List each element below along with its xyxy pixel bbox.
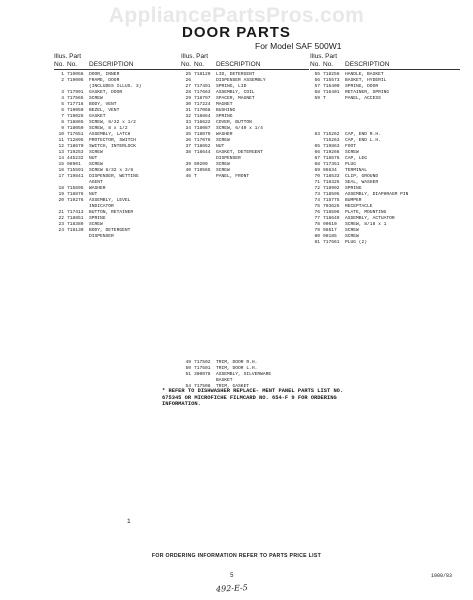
illus-number: 27 [185,84,191,89]
illus-number: 79 [314,228,320,233]
illus-number: 5 [61,102,64,107]
partno-header: No. [194,61,205,68]
part-number: 90610 [323,222,337,227]
part-description: SCREW [216,162,230,167]
page-number: 5 [230,572,234,579]
part-number: T [194,174,197,179]
part-number [194,432,216,438]
part-description: ASSEMBLY, LEVEL [89,198,131,203]
part-description: DISPENSER [216,156,241,161]
illus-number: 3 [61,90,64,95]
parts-rows [181,360,309,390]
illus-number: 4 [61,96,64,101]
part-number: 717413 [67,210,84,215]
illus-number: 22 [58,216,64,221]
part-number: 719253 [67,150,84,155]
part-number: 718644 [194,150,211,155]
part-description: FOOT [345,144,357,149]
illus-number: 35 [185,132,191,137]
illus-part-label: Illus. Part [54,53,82,60]
part-number: 98185 [323,234,337,239]
part-number: 717508 [194,384,211,389]
part-number: 715262 [323,132,340,137]
part-number: 718533 [323,174,340,179]
part-description: SCREW [345,150,359,155]
illus-number: 17 [58,174,64,179]
part-description: DISPENSER [89,234,114,239]
part-description: TRIM, DOOR L.H. [216,366,258,371]
part-description: DISPENSER ASSEMBLY [216,78,266,83]
part-number: 718576 [323,156,340,161]
part-description: SCREW [216,168,230,173]
part-description: HANDLE, BASKET [345,72,384,77]
part-description: TERMINAL [345,168,368,173]
illus-number: 46 [185,174,191,179]
no-header: No. [310,61,321,68]
part-description: SPRING [216,114,233,119]
part-number: 718670 [67,144,84,149]
part-number: 445232 [67,156,84,161]
part-description: GASKET, DETERGENT [216,150,263,155]
part-number: 717502 [194,360,211,365]
illus-number: 66 [314,150,320,155]
illus-number: 72 [314,186,320,191]
part-description: NUT [89,192,98,197]
illus-number: 34 [185,126,191,131]
part-description: CLIP, GROUND [345,174,379,179]
part-description: SCREW [216,138,230,143]
part-number: 717351 [323,162,340,167]
part-description: TRIM, GASKET [216,384,250,389]
illus-part-label: Illus. Part [310,53,338,60]
part-description: AGENT [89,180,103,185]
part-number: 715775 [323,198,340,203]
part-description: ASSEMBLY, DIAPHRAGM PIN [345,192,409,197]
part-description: SCREW 8/32 x 3/8 [89,168,134,173]
part-description: SCREW, 8/18 x 1 [345,222,387,227]
part-number: 716401 [323,90,340,95]
illus-number: 36 [185,138,191,143]
illus-number: 70 [314,174,320,179]
illus-number: 12 [58,144,64,149]
part-description: PLATE, MOUNTING [345,210,387,215]
illus-number: 26 [185,78,191,83]
parts-row [310,240,460,246]
part-description: BUTTON, RETAINER [89,210,134,215]
part-description: DOOR, INNER [89,72,120,77]
part-description: WASHER [89,186,106,191]
part-description: SCREW, 6/40 x 1/4 [216,126,263,131]
part-description: DISPENSER, WETTING [89,174,139,179]
part-number [67,234,89,240]
part-description: PROTECTOR, SWITCH [89,138,136,143]
part-number: 96634 [323,168,337,173]
part-description: SCREW [89,150,103,155]
part-description: PANEL, FRONT [216,174,250,179]
part-description: SPRING, LID [216,84,247,89]
watermark: AppliancePartsPros.com [108,4,365,27]
illus-number: 76 [314,210,320,215]
illus-number: 28 [185,90,191,95]
part-number: 717076 [194,138,211,143]
part-number: 718797 [194,96,211,101]
column-header [310,53,460,70]
illus-number: 40 [185,168,191,173]
part-description: SCREW [89,222,103,227]
part-description: PLUG [345,162,357,167]
part-number: 717501 [194,366,211,371]
part-description: SCREW [345,234,359,239]
part-number: 719025 [67,114,84,119]
ordering-note: * REFER TO DISHWASHER REPLACE- MENT PANEL PARTS LIST NO. 675345 OR MICROFICHE FILMCARD NO. 654-F 9 FOR ORDERING INFORMATION. [162,388,344,408]
part-number: 717991 [67,90,84,95]
part-description: ASSEMBLY, ACTUATOR [345,216,395,221]
illus-number: 7 [61,114,64,119]
illus-number: 16 [58,168,64,173]
part-description: SPRING [345,186,362,191]
illus-number: 10 [58,132,64,137]
illus-number: 11 [58,138,64,143]
part-description: INDICATOR [89,204,114,209]
part-number: 717651 [67,132,84,137]
part-number: 98617 [323,228,337,233]
part-number: 718595 [323,192,340,197]
part-number: 719056 [67,72,84,77]
illus-number: 57 [314,84,320,89]
part-description: SEAL, WASHER [345,180,379,185]
part-number: 718864 [194,114,211,119]
illus-number: 50 [185,366,191,371]
illus-number: 81 [314,240,320,245]
part-description: FRAME, DOOR [89,78,120,83]
part-number: 719276 [67,198,84,203]
illus-number: 56 [314,78,320,83]
illus-number: 37 [185,144,191,149]
illus-number: 49 [185,360,191,365]
illus-number: 23 [58,222,64,227]
part-number: 719050 [67,108,84,113]
part-description: SCREW [89,96,103,101]
part-number: 719841 [67,174,84,179]
part-number: 718876 [67,192,84,197]
illus-number: 38 [185,150,191,155]
part-number: 99209 [194,162,208,167]
part-number: 718992 [323,186,340,191]
no-header: No. [181,61,192,68]
illus-number: 68 [314,162,320,167]
part-number: 717661 [323,240,340,245]
illus-number: 74 [314,198,320,203]
part-description: GASKET [89,114,106,119]
part-number: 718649 [323,216,340,221]
part-description: BASKET, HYDERIL [345,78,387,83]
part-number: 718851 [67,216,84,221]
illus-number: 13 [58,150,64,155]
part-number: 717224 [194,102,211,107]
part-number: 719863 [323,144,340,149]
description-header: DESCRIPTION [216,61,261,68]
part-description: CAP, END L.H. [345,138,381,143]
part-description: PLUG (2) [345,240,368,245]
part-number: 716400 [323,84,340,89]
part-number: 718256 [323,72,340,77]
description-header: DESCRIPTION [89,61,134,68]
part-description: SCREW [89,162,103,167]
illus-number: 33 [185,120,191,125]
part-number: 717663 [194,90,211,95]
part-number: 718079 [194,132,211,137]
parts-rows [310,72,460,246]
illus-number: 6 [61,108,64,113]
part-number: 719005 [67,78,84,83]
parts-column-3 [310,53,460,246]
part-number: 717491 [194,84,211,89]
illus-number: 54 [185,384,191,389]
illus-number: 80 [314,234,320,239]
part-description: SPRING [89,216,106,221]
part-number: 712895 [67,138,84,143]
part-description: BASKET [216,378,233,383]
part-number: 718087 [194,126,211,131]
illus-number: 63 [314,132,320,137]
illus-part-label: Illus. Part [181,53,209,60]
part-description: ASSEMBLY, COIL [216,90,255,95]
part-description: SCREW, 8/32 x 1/2 [89,120,136,125]
description-header: DESCRIPTION [345,61,390,68]
part-number: 715695 [67,186,84,191]
illus-number: 75 [314,204,320,209]
model-subtitle: For Model SAF 500W1 [255,41,342,51]
part-description: CAP, LEG [345,156,368,161]
footer-text: FOR ORDERING INFORMATION REFER TO PARTS PRICE LIST [151,553,322,559]
illus-number: 21 [58,210,64,215]
part-description: ASSEMBLY, LATCH [89,132,131,137]
illus-number: 55 [314,72,320,77]
illus-number: 18 [58,186,64,191]
part-description: BUMPER [345,198,362,203]
illus-number [181,432,194,438]
part-description: MAGNET [216,102,233,107]
illus-number: 2 [61,78,64,83]
part-number: 718129 [194,72,211,77]
part-number: 98901 [67,162,81,167]
partno-header: No. [323,61,334,68]
stray-mark: 1 [127,518,131,525]
form-code: 1000/83 [431,573,453,579]
part-description: BODY, VENT [89,102,117,107]
parts-column-2-bottom [181,358,309,390]
part-description: NUT [216,144,225,149]
illus-number: 78 [314,222,320,227]
illus-number: 51 [185,372,191,377]
part-description: SCREW [345,228,359,233]
part-number: 716622 [194,120,211,125]
part-description: BEZEL, VENT [89,108,120,113]
part-description: ASSEMBLY, SILVERWARE [216,372,272,377]
part-description: GASKET, DOOR [89,90,123,95]
illus-number: 31 [185,108,191,113]
part-description [216,432,309,438]
illus-number: 20 [58,198,64,203]
illus-number: 67 [314,156,320,161]
part-number: 715263 [323,138,340,143]
part-description: BUSHING [216,108,236,113]
part-number: 719565 [194,168,211,173]
part-description: (INCLUDES ILLUS. 3) [89,84,142,89]
page-title: DOOR PARTS [182,24,291,41]
part-number: 718050 [67,126,84,131]
illus-number: 24 [58,228,64,233]
partno-header: No. [67,61,78,68]
part-number: 717068 [194,108,211,113]
part-number: 718865 [67,120,84,125]
part-description: SPACER, MAGNET [216,96,255,101]
part-number: 715573 [323,78,340,83]
illus-number: 59 [314,96,320,101]
part-number: T [323,96,326,101]
illus-number: 39 [185,162,191,167]
illus-number: 65 [314,144,320,149]
part-number: 718389 [67,222,84,227]
part-number: 718325 [323,180,340,185]
part-description: TRIM, DOOR R.H. [216,360,258,365]
no-header: No. [54,61,65,68]
column-header [181,53,309,70]
part-description: RECEPTACLE [345,204,373,209]
illus-number: 1 [61,72,64,77]
part-number: 718596 [323,210,340,215]
illus-number: 25 [185,72,191,77]
illus-number: 9 [61,126,64,131]
illus-number: 30 [185,102,191,107]
part-number: 717565 [67,96,84,101]
part-number: 300078 [194,372,211,377]
part-description: WASHER [216,132,233,137]
part-number: 703625 [323,204,340,209]
illus-number: 58 [314,90,320,95]
illus-number: 77 [314,216,320,221]
part-description: COVER, BUTTON [216,120,252,125]
part-number: 717716 [67,102,84,107]
part-description: PANEL, ACCESS [345,96,381,101]
parts-row [181,432,309,438]
part-description: CAP, END R.H. [345,132,381,137]
parts-rows [54,72,182,240]
part-description: BODY, DETERGENT [89,228,131,233]
part-description: LID, DETERGENT [216,72,255,77]
illus-number: 8 [61,120,64,125]
part-number: 719266 [323,150,340,155]
part-number: 718652 [194,144,211,149]
parts-column-1 [54,53,182,240]
part-description: SCREW, 8 x 1/2 [89,126,128,131]
part-description: SWITCH, INTERLOCK [89,144,136,149]
column-header [54,53,182,70]
illus-number [54,234,67,240]
illus-number: 71 [314,180,320,185]
part-number: 715591 [67,168,84,173]
part-number: 718130 [67,228,84,233]
illus-number: 19 [58,192,64,197]
parts-row [54,234,182,240]
part-description: NUT [89,156,98,161]
illus-number: 29 [185,96,191,101]
handwritten-note: 492-E-5 [215,583,248,594]
part-description: RETAINER, SPRING [345,90,390,95]
part-description: SPRING, DOOR [345,84,379,89]
illus-number: 69 [314,168,320,173]
illus-number: 15 [58,162,64,167]
illus-number: 32 [185,114,191,119]
illus-number: 73 [314,192,320,197]
illus-number: 14 [58,156,64,161]
